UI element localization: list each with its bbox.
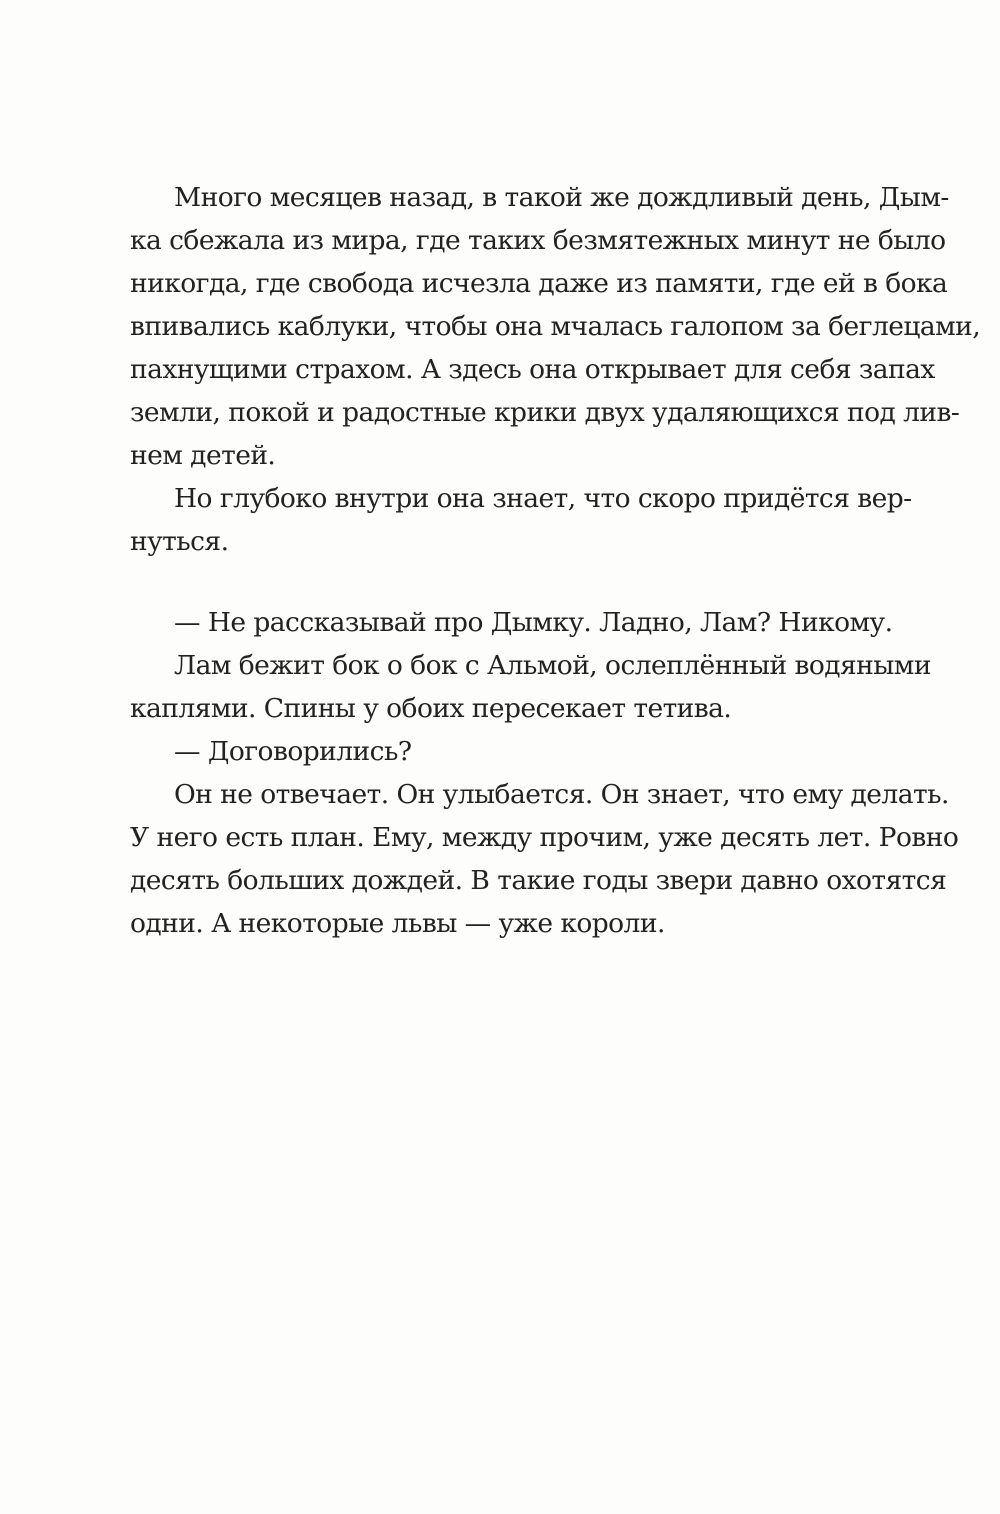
text-line: никогда, где свобода исчезла даже из памяти, где ей в бока [130, 268, 948, 299]
dialogue-line: — Не рассказывай про Дымку. Ладно, Лам? Никому. [174, 607, 893, 638]
text-line: Но глубоко внутри она знает, что скоро придётся вер- [174, 483, 912, 514]
text-line: ка сбежала из мира, где таких безмятежных минут не было [130, 225, 946, 256]
text-line: пахнущими страхом. А здесь она открывает для себя запах [130, 354, 935, 385]
text-line: Много месяцев назад, в такой же дождливый день, Дым- [174, 182, 949, 213]
text-line: нуться. [130, 526, 229, 557]
dialogue-line: — Договорились? [174, 736, 412, 767]
text-line: одни. А некоторые львы — уже короли. [130, 908, 665, 939]
text-line: земли, покой и радостные крики двух удаляющихся под лив- [130, 397, 960, 428]
text-line: Лам бежит бок о бок с Альмой, ослеплённый водяными [174, 650, 931, 681]
text-line: десять больших дождей. В такие годы звери давно охотятся [130, 865, 947, 896]
text-line: каплями. Спины у обоих пересекает тетива. [130, 693, 732, 724]
text-line: нем детей. [130, 440, 276, 471]
text-line: впивались каблуки, чтобы она мчалась галопом за беглецами, [130, 311, 981, 342]
text-line: У него есть план. Ему, между прочим, уже десять лет. Ровно [130, 822, 959, 853]
text-line: Он не отвечает. Он улыбается. Он знает, что ему делать. [174, 779, 949, 810]
